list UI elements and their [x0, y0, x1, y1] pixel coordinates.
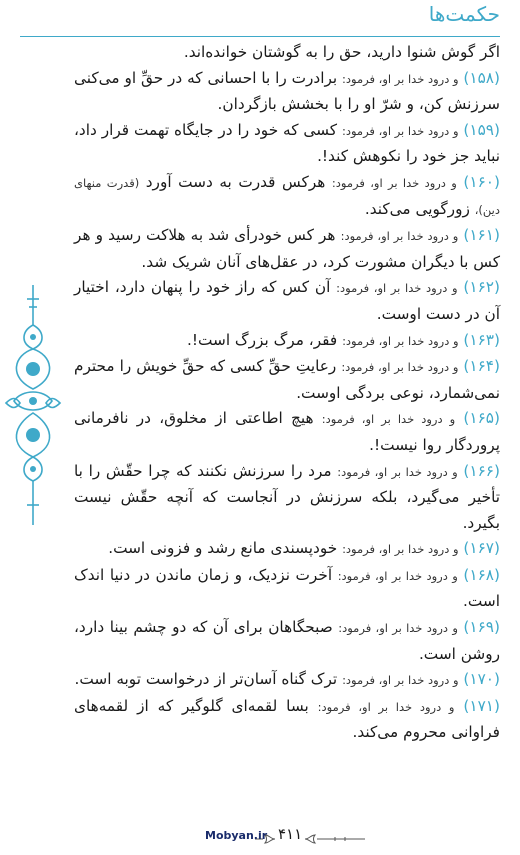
saying-text: کسی که خود را در جایگاه تهمت قرار داد، نباید جز خود را نکوهش کند!.: [74, 120, 500, 166]
saying-paragraph: [74, 170, 500, 223]
margin-ornament-icon: [2, 285, 64, 525]
saying-text: آخرت نزدیک، و زمان ماندن در دنیا اندک است.: [74, 565, 500, 611]
saying-text: آن کس که راز خود را پنهان دارد، اختیار آن در دست اوست.: [74, 278, 500, 323]
sayings-content: [74, 40, 500, 746]
saying-intro: و درود خدا بر او، فرمود:: [341, 123, 459, 138]
saying-number: (۱۶۶): [463, 461, 500, 480]
saying-intro: و درود خدا بر او، فرمود:: [342, 71, 459, 86]
saying-intro: و درود خدا بر او، فرمود:: [341, 360, 459, 375]
saying-number: (۱۶۱): [463, 226, 500, 245]
saying-intro: و درود خدا بر او، فرمود:: [340, 229, 459, 244]
saying-intro: و درود خدا بر او، فرمود:: [342, 673, 459, 688]
saying-paragraph: [74, 66, 500, 118]
saying-intro: و درود خدا بر او، فرمود:: [317, 699, 455, 714]
saying-text: برادرت را با احسانی که در حقِّ او می‌کنی سرزنش کن، و شرّ او را با بخشش بازگردان.: [74, 68, 500, 114]
saying-text: فقر، مرگ بزرگ است!.: [186, 330, 338, 349]
saying-intro: و درود خدا بر او، فرمود:: [342, 542, 459, 557]
saying-text: صبحگاهان برای آن که دو چشم بینا دارد، روشن است.: [74, 618, 500, 663]
saying-text: خودپسندی مانع رشد و فزونی است.: [108, 539, 338, 558]
saying-text-continued: زورگویی می‌کند.: [364, 199, 470, 218]
saying-number: (۱۶۰): [463, 172, 500, 191]
saying-number: (۱۶۹): [463, 618, 500, 637]
page-footer: [0, 825, 520, 849]
saying-text: ترک گناه آسان‌تر از درخواست توبه است.: [74, 670, 338, 689]
saying-note: (قدرت منهای دین)،: [74, 175, 500, 217]
saying-intro: و درود خدا بر او، فرمود:: [336, 281, 458, 296]
saying-number: (۱۶۲): [463, 278, 500, 297]
saying-paragraph: [74, 536, 500, 563]
saying-number: (۱۶۳): [463, 330, 500, 349]
saying-text: رعایتِ حقِّ کسی که حقِّ خویش را محترم نمی‌شمارد، نوعی بردگی اوست.: [74, 357, 500, 402]
saying-paragraph: [74, 563, 500, 615]
saying-text: مرد را سرزنش نکنند که چرا حقّش را با تأخیر می‌گیرد، بلکه سرزنش در آنجاست که آنچه حقّش نیست بگیرد.: [74, 461, 500, 532]
saying-text: هیچ اطاعتی از مخلوق، در نافرمانی پروردگار روا نیست!.: [74, 409, 500, 454]
saying-paragraph: [74, 40, 500, 66]
saying-intro: و درود خدا بر او، فرمود:: [337, 568, 458, 583]
saying-paragraph: [74, 615, 500, 667]
saying-intro: و درود خدا بر او، فرمود:: [338, 621, 458, 636]
saying-text: هر کس خودرأی شد به هلاکت رسید و هر کس با دیگران مشورت کرد، در عقل‌های آنان شریک شد.: [74, 226, 500, 271]
saying-number: (۱۶۸): [463, 565, 500, 584]
saying-intro: و درود خدا بر او، فرمود:: [321, 412, 456, 427]
header-rule: [20, 36, 500, 37]
saying-number: (۱۶۵): [463, 409, 500, 428]
saying-intro: و درود خدا بر او، فرمود:: [342, 333, 459, 348]
saying-paragraph: [74, 328, 500, 355]
saying-number: (۱۶۷): [463, 539, 500, 558]
saying-text: بسا لقمه‌ای گلوگیر که از لقمه‌های فراوانی محروم می‌کند.: [74, 696, 500, 742]
saying-text: اگر گوش شنوا دارید، حق را به گوشتان خوانده‌اند.: [183, 43, 500, 61]
saying-number: (۱۷۱): [463, 696, 500, 715]
saying-number: (۱۶۴): [463, 357, 500, 376]
footer-ornament-right-icon: [305, 833, 365, 845]
saying-paragraph: [74, 459, 500, 537]
saying-paragraph: [74, 118, 500, 170]
page-number: ۴۱۱: [278, 825, 303, 843]
saying-intro: و درود خدا بر او، فرمود:: [337, 464, 458, 479]
saying-paragraph: [74, 406, 500, 458]
saying-paragraph: [74, 275, 500, 327]
saying-number: (۱۷۰): [463, 670, 500, 689]
page-header-title: حکمت‌ها: [428, 2, 500, 26]
site-watermark: Mobyan.ir: [205, 829, 268, 842]
saying-intro: و درود خدا بر او، فرمود:: [331, 175, 457, 190]
saying-number: (۱۵۹): [463, 120, 500, 139]
saying-paragraph: [74, 223, 500, 275]
saying-paragraph: [74, 694, 500, 746]
saying-paragraph: [74, 667, 500, 694]
saying-number: (۱۵۸): [463, 68, 500, 87]
saying-text: هرکس قدرت به دست آورد: [145, 172, 326, 191]
saying-paragraph: [74, 354, 500, 406]
